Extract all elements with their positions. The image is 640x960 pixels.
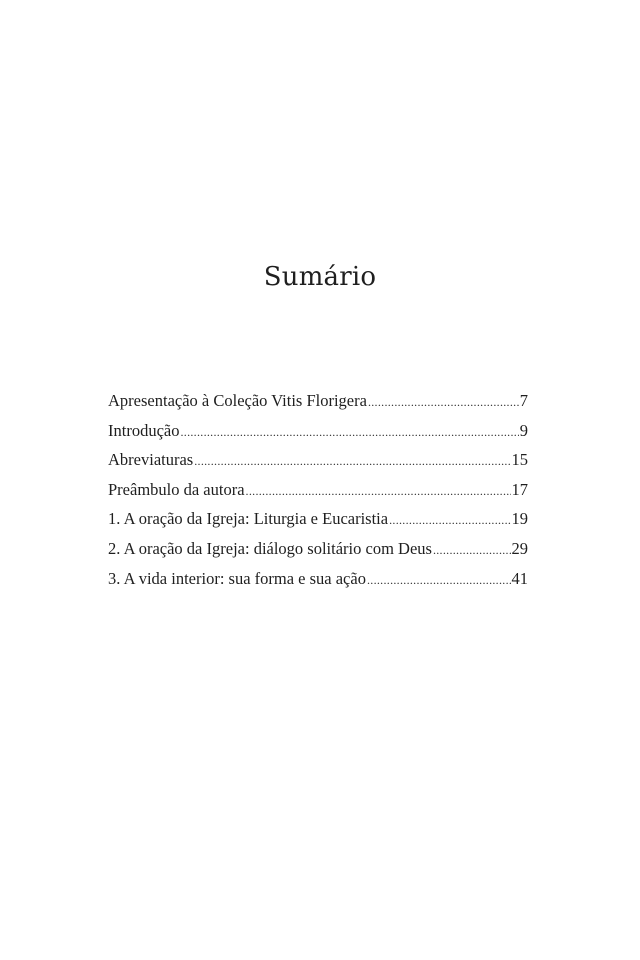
toc-entry [108, 386, 528, 416]
toc-entry-label: 3. A vida interior: sua forma e sua ação [108, 568, 366, 588]
dot-leader [389, 506, 510, 536]
toc-entry-label: Preâmbulo da autora [108, 479, 245, 499]
toc-entry-label: Apresentação à Coleção Vitis Florigera [108, 391, 367, 410]
toc-entry-page: 17 [511, 479, 528, 499]
dot-leader [246, 477, 511, 507]
toc-entry-label: 1. A oração da Igreja: Liturgia e Eucaristia [108, 509, 389, 529]
dot-leader [194, 447, 510, 477]
toc-entry-label: 2. A oração da Igreja: diálogo solitário com Deus [108, 538, 432, 558]
toc-entry-page: 29 [511, 538, 528, 558]
toc-entry [108, 504, 528, 534]
toc-entry-label: Abreviaturas [108, 450, 194, 470]
toc-entry [108, 564, 528, 594]
toc-entry [108, 416, 528, 446]
toc-entry-page: 7 [519, 391, 528, 410]
toc-entry [108, 445, 528, 475]
toc-entry-page: 41 [511, 568, 528, 588]
toc-entry-page: 15 [511, 450, 528, 470]
toc-entry-label: Introdução [108, 420, 180, 440]
toc-entry-page: 9 [519, 420, 528, 440]
dot-leader [433, 536, 511, 566]
dot-leader [367, 566, 511, 596]
dot-leader [368, 388, 519, 418]
page-title: Sumário [263, 262, 377, 292]
dot-leader [180, 418, 518, 448]
toc-entry-page: 19 [511, 509, 528, 529]
table-of-contents [108, 386, 528, 593]
toc-entry [108, 475, 528, 505]
toc-entry [108, 534, 528, 564]
